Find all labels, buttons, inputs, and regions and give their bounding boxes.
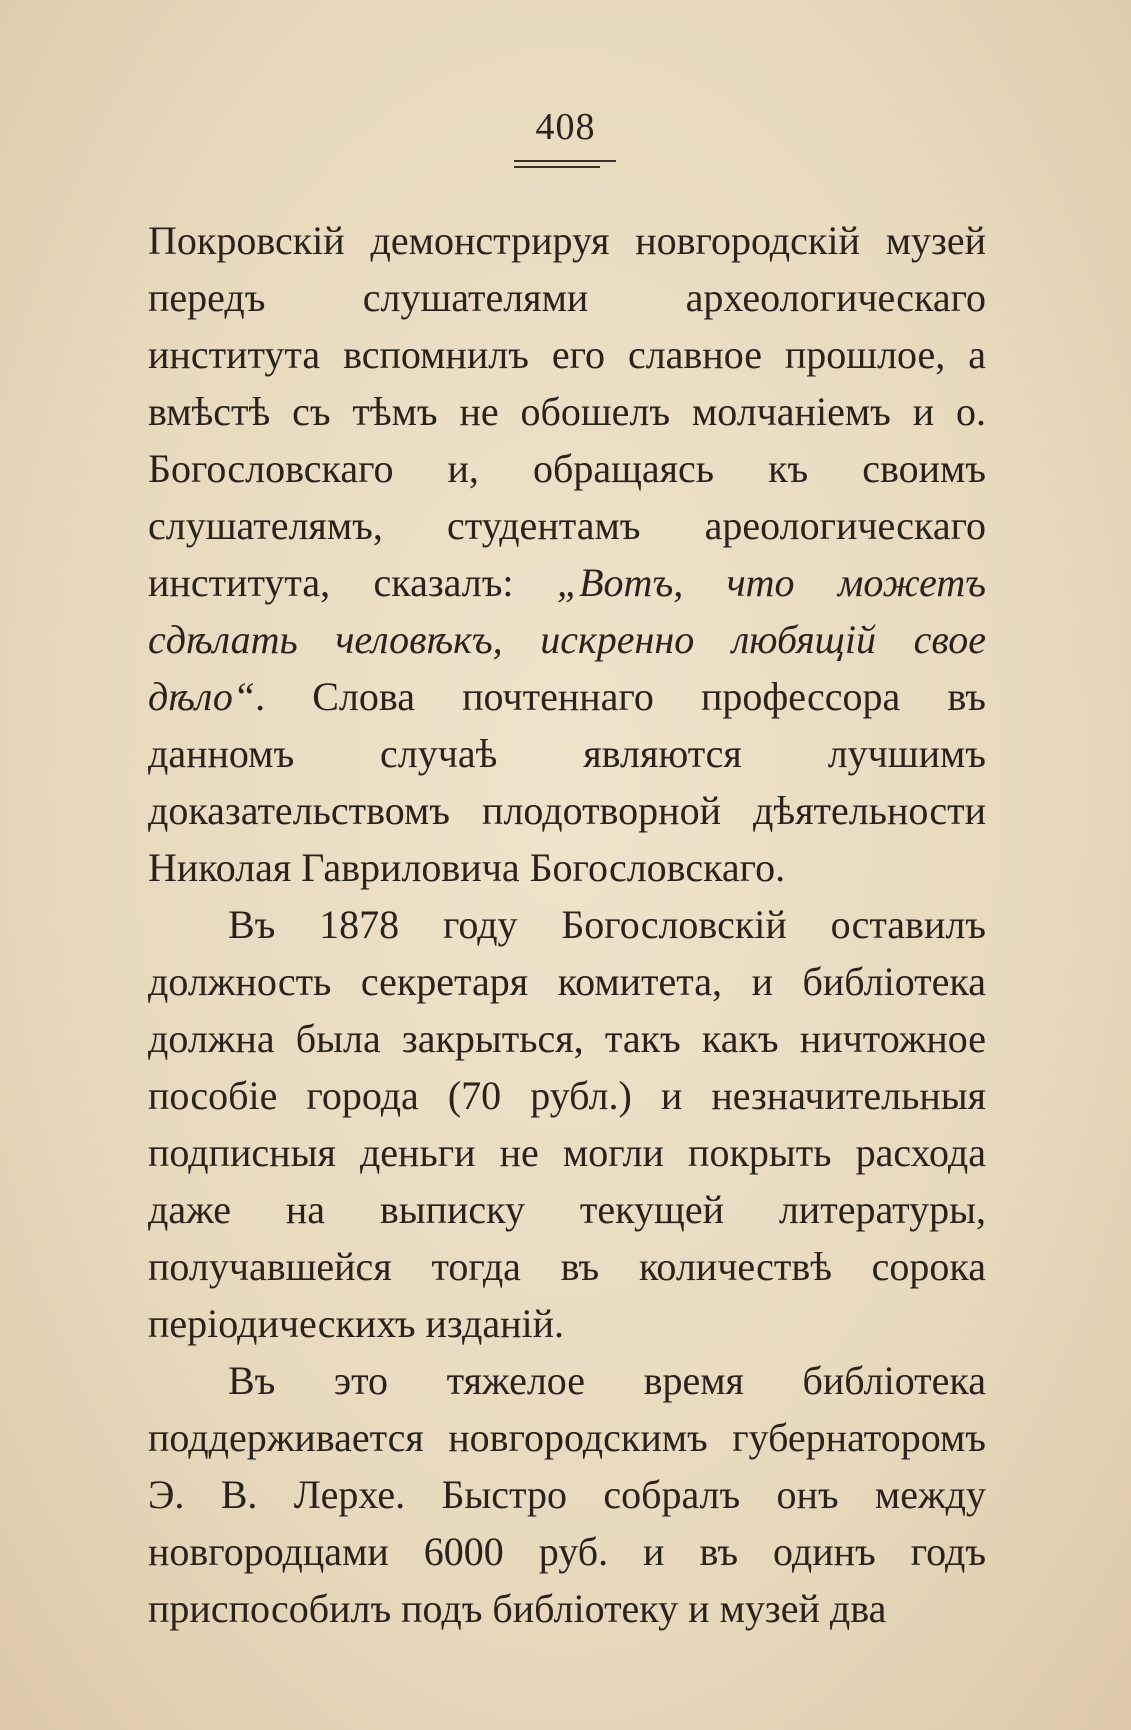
body-text: [148, 212, 986, 1637]
quotation: „Вотъ, что можетъ сдѣлать человѣкъ, искренно любящій свое дѣло“: [148, 560, 986, 719]
paragraph-1-text-before-quote: Покровскій демонстрируя новгородскій музей передъ слушателями археологическаго института вспомнилъ его славное прошлое, а вмѣстѣ съ тѣмъ не обошелъ молчаніемъ и о. Богословскаго и, обращаясь къ своимъ слушателямъ, студентамъ ареологическаго института, сказалъ:: [148, 218, 986, 605]
page-number: 408: [535, 106, 596, 148]
header-rule-line: [514, 160, 616, 162]
paragraph-1: [148, 212, 986, 896]
paragraph-1-text-after-quote: . Слова почтеннаго профессора въ данномъ случаѣ являются лучшимъ доказательствомъ плодотворной дѣятельности Николая Гавриловича Богословскаго.: [148, 674, 986, 890]
page-header: [0, 105, 1131, 149]
paragraph-2: Въ 1878 году Богословскій оставилъ должность секретаря комитета, и библіотека должна была закрыться, такъ какъ ничтожное пособіе города (70 рубл.) и незначительныя подписныя деньги не могли покрыть расхода даже на выписку текущей литературы, получавшейся тогда въ количествѣ сорока періодическихъ изданій.: [148, 902, 986, 1346]
paragraph-3: Въ это тяжелое время библіотека поддерживается новгородскимъ губернаторомъ Э. В. Лерхе. Быстро собралъ онъ между новгородцами 6000 руб. и въ одинъ годъ приспособилъ подъ библіотеку и музей два: [148, 1358, 986, 1631]
header-rule: [514, 160, 616, 172]
header-rule-line: [514, 166, 600, 168]
